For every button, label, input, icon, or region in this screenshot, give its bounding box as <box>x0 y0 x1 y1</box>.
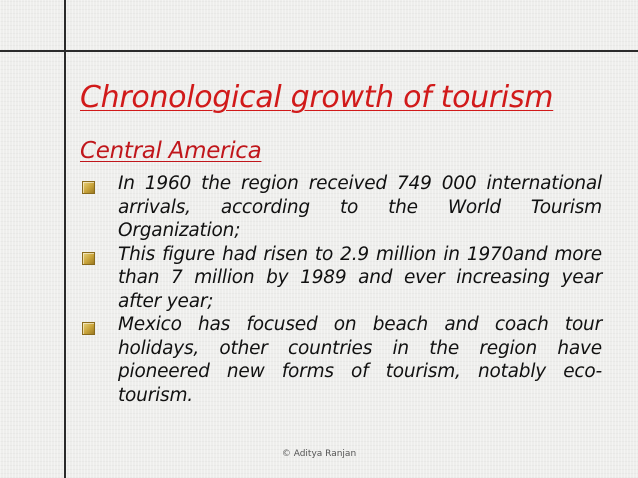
bullet-text: Mexico has focused on beach and coach tour holidays, other countries in the region have pioneered new forms of tourism, notably eco-tourism. <box>118 314 602 406</box>
bullet-item <box>82 313 602 407</box>
bullet-list <box>82 172 602 407</box>
vertical-divider-line <box>64 0 66 478</box>
square-bullet-icon <box>82 252 95 265</box>
bullet-item <box>82 172 602 243</box>
square-bullet-icon <box>82 181 95 194</box>
slide-title: Chronological growth of tourism <box>80 80 554 115</box>
slide-subtitle: Central America <box>80 138 262 164</box>
bullet-item <box>82 243 602 314</box>
bullet-text: In 1960 the region received 749 000 international arrivals, according to the World Tourism Organization; <box>118 173 602 241</box>
bullet-text: This figure had risen to 2.9 million in 1970and more than 7 million by 1989 and ever increasing year after year; <box>118 243 602 312</box>
footer-copyright: © Aditya Ranjan <box>281 449 357 459</box>
horizontal-divider-line <box>0 50 638 52</box>
square-bullet-icon <box>82 322 95 335</box>
